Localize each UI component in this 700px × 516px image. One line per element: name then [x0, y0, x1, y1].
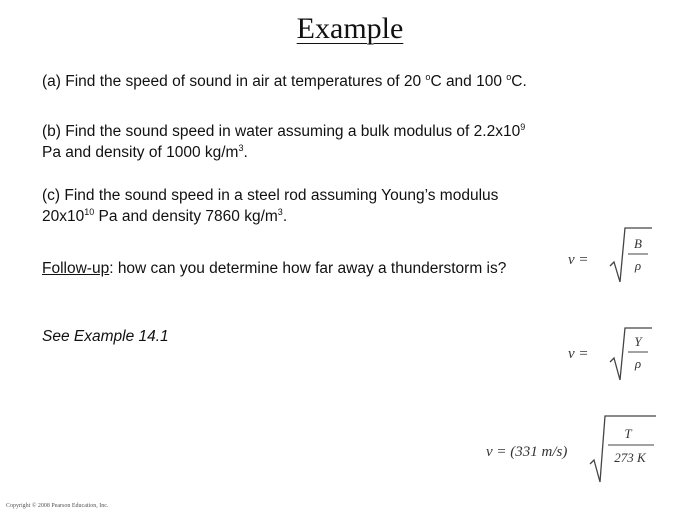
- equation-3-lhs: v = (331 m/s): [486, 444, 568, 460]
- equation-youngs-modulus: [560, 322, 670, 384]
- equation-air-temperature: [478, 408, 678, 486]
- equation-1-numerator: B: [634, 236, 642, 251]
- question-part-b: (b) Find the sound speed in water assuming a bulk modulus of $2.2x10^9$ Pa and density of 1000 $kg/m^3$.: [42, 122, 526, 161]
- equation-3-denominator: 273 K: [614, 450, 646, 465]
- slide-title: Example: [296, 12, 404, 45]
- equation-2-denominator: ρ: [634, 356, 642, 371]
- equation-1-denominator: ρ: [634, 258, 642, 273]
- follow-up-question: Follow-up: how can you determine how far away a thunderstorm is?: [42, 260, 507, 277]
- copyright-notice: Copyright © 2008 Pearson Education, Inc.: [6, 503, 109, 509]
- equation-2-numerator: Y: [634, 334, 642, 349]
- see-example-reference: See Example 14.1: [42, 328, 169, 345]
- question-part-a: (a) Find the speed of sound in air at temperatures of 20 $^o$C and 100 $^o$C.: [42, 72, 527, 90]
- equation-1-lhs: v =: [568, 252, 589, 268]
- follow-up-label: Follow-up: [42, 260, 110, 277]
- equation-bulk-modulus: [560, 222, 670, 288]
- question-part-c: (c) Find the sound speed in a steel rod assuming Young’s modulus $20x10^{10}$ Pa and density 7860 $kg/m^3$.: [42, 187, 499, 225]
- equation-2-lhs: v =: [568, 346, 589, 362]
- equation-3-numerator: T: [624, 426, 632, 441]
